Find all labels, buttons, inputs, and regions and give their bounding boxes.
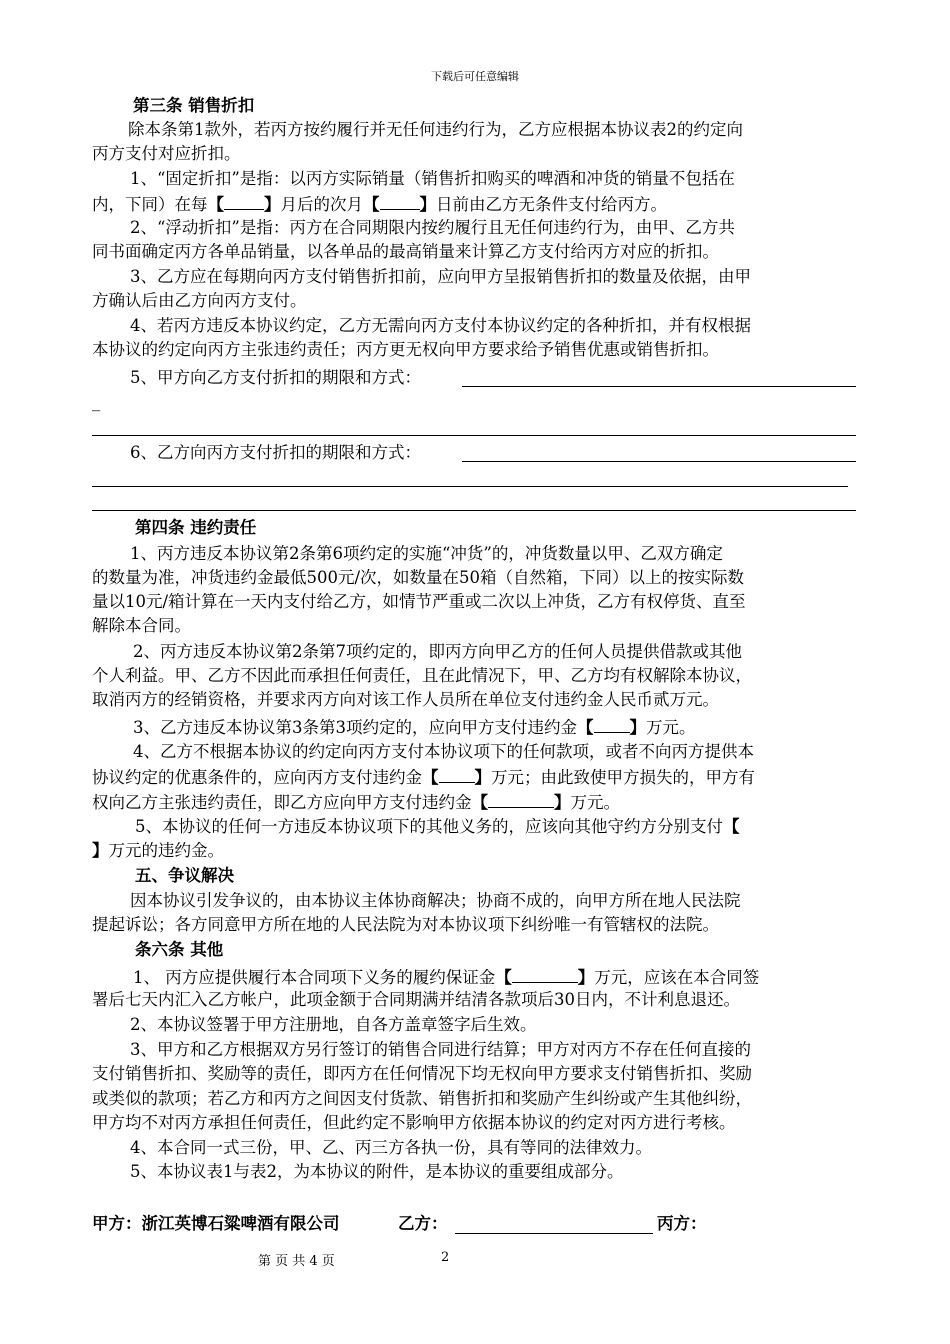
art6-item-1 <box>133 964 759 990</box>
article-3-title: 第三条 销售折扣 <box>133 96 255 115</box>
text: 月后的次月 <box>280 195 363 214</box>
text: 万元，应该在本合同签 <box>594 968 760 987</box>
header-note: 下载后可任意编辑 <box>431 70 519 83</box>
art3-item-2: 2、“浮动折扣”是指：丙方在合同期限内按约履行且无任何违约行为，由甲、乙方共 <box>130 218 735 237</box>
bracket-blank: 【 】 <box>577 718 646 737</box>
art4-item-4-cont <box>92 764 755 790</box>
art4-item-1-cont: 解除本合同。 <box>92 616 191 635</box>
art4-item-2: 2、丙方违反本协议第2条第7项约定的，即丙方向甲乙方的任何人员提供借款或其他 <box>133 642 742 661</box>
bracket-blank: 【 】 <box>472 793 571 812</box>
party-b-signature-line <box>455 1233 653 1234</box>
dash-mark: _ <box>92 392 101 411</box>
fill-line <box>462 386 856 387</box>
art3-item-3: 3、乙方应在每期向丙方支付销售折扣前，应向甲方呈报销售折扣的数量及依据，由甲 <box>130 267 751 286</box>
art3-item-6: 6、乙方向丙方支付折扣的期限和方式： <box>130 443 421 462</box>
fill-line <box>462 461 856 462</box>
art4-item-4-cont <box>92 789 620 815</box>
text: 万元的违约金。 <box>108 841 224 860</box>
art3-item-1-cont <box>92 191 667 217</box>
fill-line <box>92 435 856 436</box>
text: 协议约定的优惠条件的，应向丙方支付违约金 <box>92 768 422 787</box>
party-b-label: 乙方： <box>398 1214 448 1233</box>
text: 1、 丙方应提供履行本合同项下义务的履约保证金 <box>133 968 496 987</box>
text: 内，下同）在每 <box>92 195 208 214</box>
art6-item-5: 5、本协议表1与表2，为本协议的附件，是本协议的重要组成部分。 <box>130 1162 624 1181</box>
bracket-blank: 【 】 <box>422 768 491 787</box>
art3-paragraph: 丙方支付对应折扣。 <box>92 144 241 163</box>
text: 日前由乙方无条件支付给丙方。 <box>436 195 667 214</box>
art6-item-3-cont: 支付销售折扣、奖励等的责任，即丙方在任何情况下均无权向甲方要求支付销售折扣、奖励 <box>92 1064 752 1083</box>
art6-item-3: 3、甲方和乙方根据双方另行签订的销售合同进行结算；甲方对丙方不存在任何直接的 <box>130 1040 751 1059</box>
art3-paragraph: 除本条第1款外，若丙方按约履行并无任何违约行为，乙方应根据本协议表2的约定向 <box>128 120 743 139</box>
fill-line <box>92 486 848 487</box>
article-6-title: 条六条 其他 <box>135 940 224 959</box>
bracket-blank: 【 】 <box>363 195 436 214</box>
art4-item-1-cont: 的数量为准，冲货违约金最低500元/次，如数量在50箱（自然箱，下同）以上的按实际数 <box>92 568 745 587</box>
article-5-title: 五、争议解决 <box>135 866 234 885</box>
bracket-open: 【 <box>723 817 740 836</box>
bracket-blank: 【 】 <box>208 195 281 214</box>
article-4-title: 第四条 违约责任 <box>135 518 257 537</box>
art6-item-3-cont: 甲方均不对丙方承担任何责任，但此约定不影响甲方依据本协议的约定对丙方进行考核。 <box>92 1113 736 1132</box>
art3-item-1: 1、“固定折扣”是指：以丙方实际销量（销售折扣购买的啤酒和冲货的销量不包括在 <box>130 169 735 188</box>
party-a-signature: 甲方：浙江英博石粱啤酒有限公司 <box>92 1214 340 1233</box>
art6-item-1-cont: 署后七天内汇入乙方帐户，此项金额于合同期满并结清各款项后30日内，不计利息退还。 <box>92 990 740 1009</box>
art5-paragraph: 因本协议引发争议的，由本协议主体协商解决；协商不成的，向甲方所在地人民法院 <box>130 891 741 910</box>
art3-item-2-cont: 同书面确定丙方各单品销量，以各单品的最高销量来计算乙方支付给丙方对应的折扣。 <box>92 242 719 261</box>
art4-item-2-cont: 取消丙方的经销资格，并要求丙方向对该工作人员所在单位支付违约金人民币贰万元。 <box>92 690 719 709</box>
bracket-close: 】 <box>92 841 109 860</box>
text: 3、乙方违反本协议第3条第3项约定的，应向甲方支付违约金 <box>133 718 577 737</box>
art6-item-4: 4、本合同一式三份，甲、乙、丙三方各执一份，具有等同的法律效力。 <box>130 1138 652 1157</box>
art3-item-4-cont: 本协议的约定向丙方主张违约责任；丙方更无权向甲方要求给予销售优惠或销售折扣。 <box>92 340 719 359</box>
art3-item-3-cont: 方确认后由乙方向丙方支付。 <box>92 291 307 310</box>
text: 万元。 <box>646 718 696 737</box>
text: 5、本协议的任何一方违反本协议项下的其他义务的，应该向其他守约方分别支付 <box>135 817 723 836</box>
art4-item-5-cont <box>92 839 224 863</box>
page-number: 2 <box>441 1250 450 1265</box>
art4-item-3 <box>133 714 696 740</box>
fill-line <box>92 510 856 511</box>
art3-item-4: 4、若丙方违反本协议约定，乙方无需向丙方支付本协议约定的各种折扣，并有权根据 <box>130 316 751 335</box>
art4-item-2-cont: 个人利益。甲、乙方不因此而承担任何责任，且在此情况下，甲、乙方均有权解除本协议， <box>92 666 752 685</box>
art5-paragraph-cont: 提起诉讼；各方同意甲方所在地的人民法院为对本协议项下纠纷唯一有管辖权的法院。 <box>92 915 719 934</box>
page-info: 第 页 共 4 页 <box>258 1254 335 1269</box>
text: 万元。 <box>570 793 620 812</box>
art3-item-5: 5、甲方向乙方支付折扣的期限和方式： <box>130 368 421 387</box>
art4-item-5 <box>135 815 740 839</box>
art6-item-3-cont: 或类似的款项；若乙方和丙方之间因支付货款、销售折扣和奖励产生纠纷或产生其他纠纷， <box>92 1089 752 1108</box>
art6-item-2: 2、本协议签署于甲方注册地，自各方盖章签字后生效。 <box>130 1015 537 1034</box>
party-c-label: 丙方： <box>657 1214 707 1233</box>
art4-item-1: 1、丙方违反本协议第2条第6项约定的实施“冲货”的，冲货数量以甲、乙双方确定 <box>130 544 723 563</box>
text: 权向乙方主张违约责任，即乙方应向甲方支付违约金 <box>92 793 472 812</box>
art4-item-1-cont: 量以10元/箱计算在一天内支付给乙方，如情节严重或二次以上冲货，乙方有权停货、直至 <box>92 592 746 611</box>
art4-item-4: 4、乙方不根据本协议的约定向丙方支付本协议项下的任何款项，或者不向丙方提供本 <box>133 742 754 761</box>
bracket-blank: 【 】 <box>495 968 594 987</box>
text: 万元；由此致使甲方损失的，甲方有 <box>491 768 755 787</box>
